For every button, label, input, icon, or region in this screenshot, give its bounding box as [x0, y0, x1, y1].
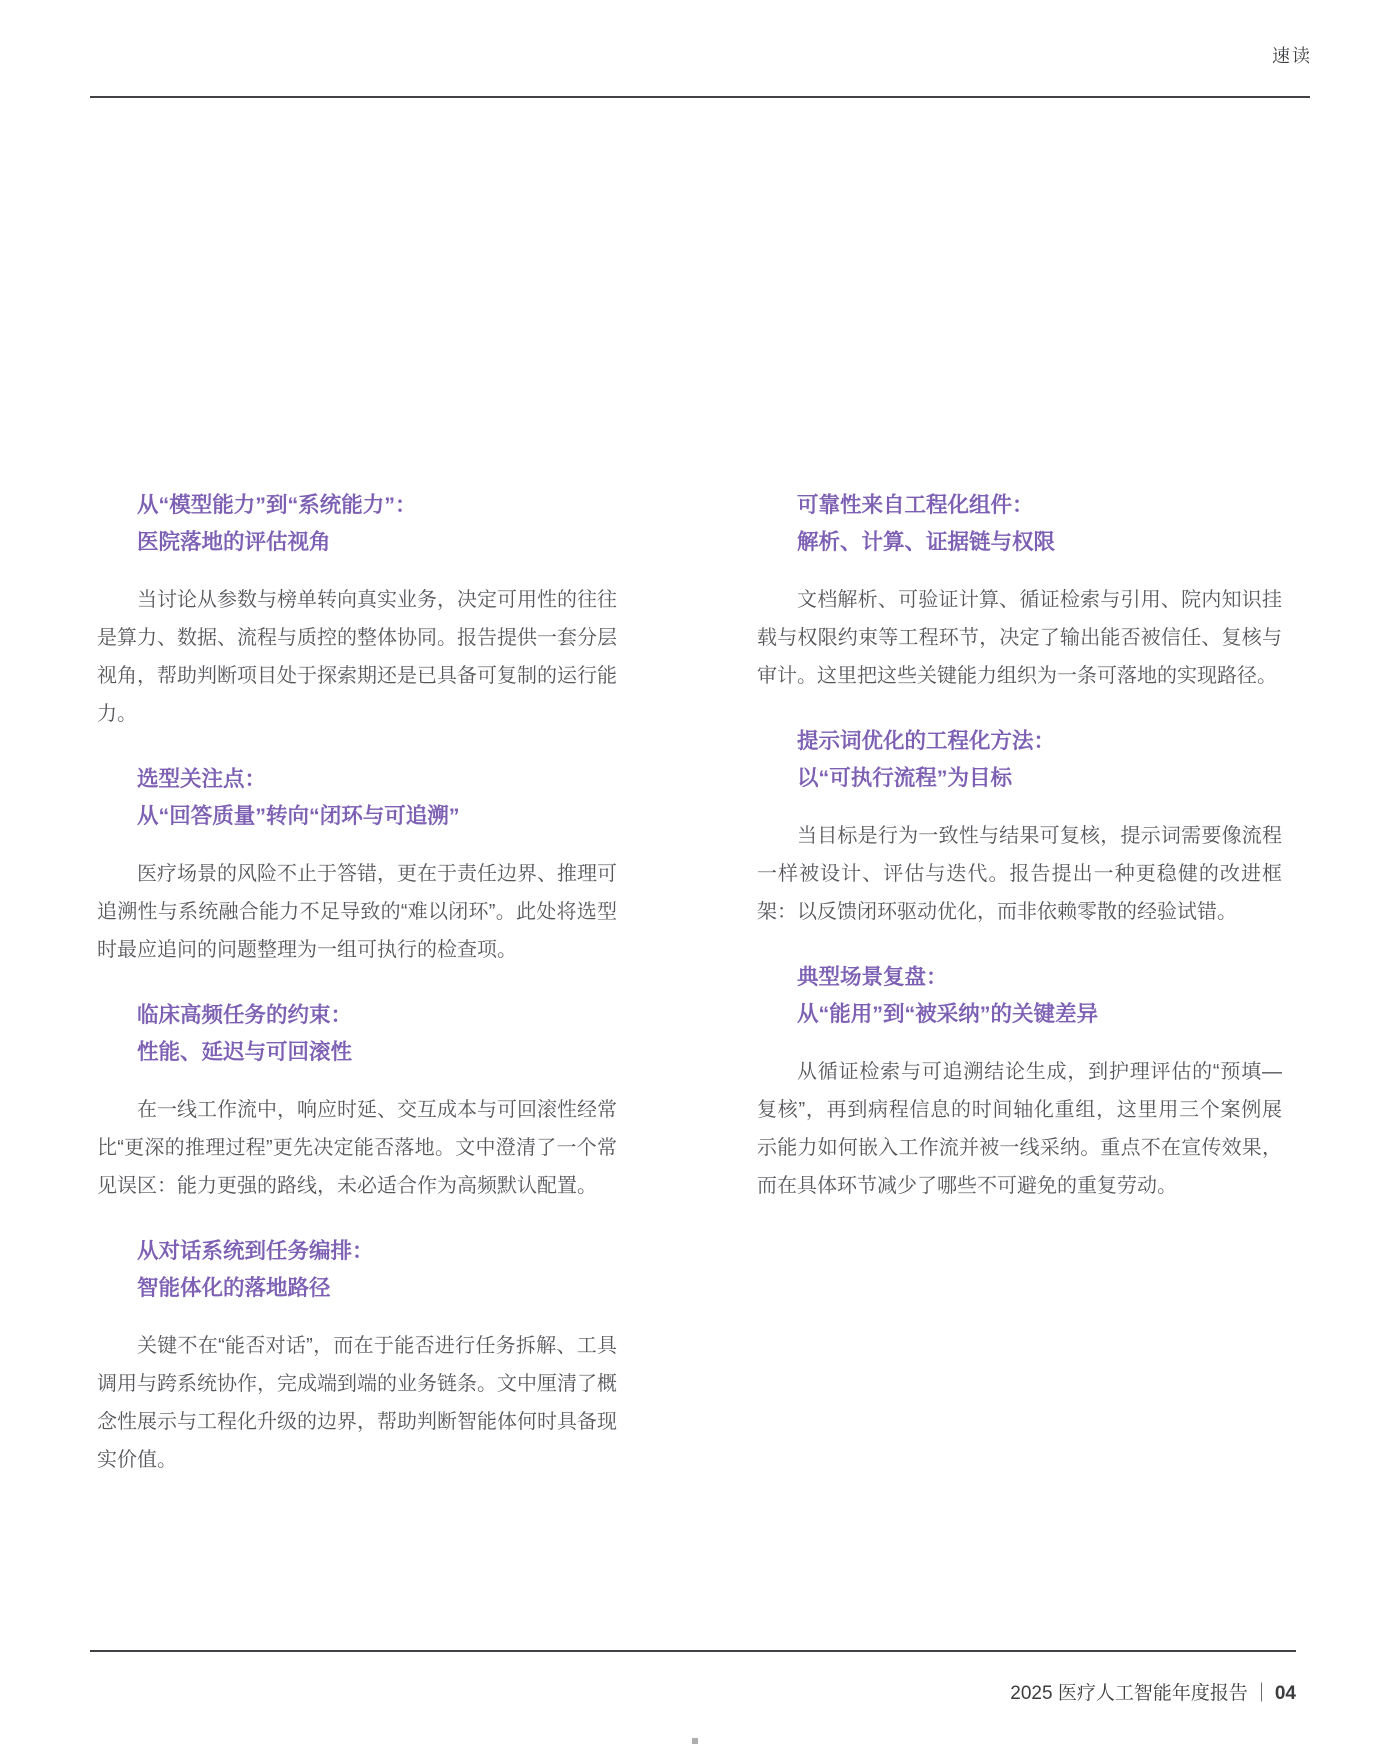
bottom-divider	[90, 1650, 1296, 1652]
section-engineering-components	[757, 487, 1282, 695]
section-prompt-engineering	[757, 723, 1282, 931]
section-selection-focus	[97, 761, 617, 969]
footer-separator: ｜	[1251, 1683, 1271, 1704]
footer-page-number: 04	[1274, 1683, 1296, 1704]
section-heading-line2: 智能体化的落地路径	[137, 1276, 331, 1300]
section-body: 关键不在“能否对话”，而在于能否进行任务拆解、工具调用与跨系统协作，完成端到端的业务链条。文中厘清了概念性展示与工程化升级的边界，帮助判断智能体何时具备现实价值。	[97, 1335, 617, 1471]
section-heading-line2: 医院落地的评估视角	[137, 530, 331, 554]
section-heading-line1: 从对话系统到任务编排：	[137, 1239, 374, 1263]
top-divider	[90, 96, 1310, 98]
content-columns	[97, 487, 1282, 1507]
footer-report-title: 2025 医疗人工智能年度报告	[1010, 1683, 1248, 1704]
section-body: 当目标是行为一致性与结果可复核，提示词需要像流程一样被设计、评估与迭代。报告提出一种更稳健的改进框架：以反馈闭环驱动优化，而非依赖零散的经验试错。	[757, 825, 1282, 923]
section-body: 文档解析、可验证计算、循证检索与引用、院内知识挂载与权限约束等工程环节，决定了输出能否被信任、复核与审计。这里把这些关键能力组织为一条可落地的实现路径。	[757, 589, 1282, 687]
right-column	[757, 487, 1282, 1507]
section-heading-line1: 选型关注点：	[137, 767, 267, 791]
section-heading-line1: 临床高频任务的约束：	[137, 1003, 353, 1027]
section-body: 医疗场景的风险不止于答错，更在于责任边界、推理可追溯性与系统融合能力不足导致的“难以闭环”。此处将选型时最应追问的问题整理为一组可执行的检查项。	[97, 863, 617, 961]
section-heading-line2: 从“回答质量”转向“闭环与可追溯”	[137, 804, 460, 828]
section-body: 在一线工作流中，响应时延、交互成本与可回滚性经常比“更深的推理过程”更先决定能否落地。文中澄清了一个常见误区：能力更强的路线，未必适合作为高频默认配置。	[97, 1099, 617, 1197]
section-heading-line1: 可靠性来自工程化组件：	[797, 493, 1034, 517]
section-heading-line1: 典型场景复盘：	[797, 965, 948, 989]
section-heading-line1: 从“模型能力”到“系统能力”：	[137, 493, 417, 517]
section-heading	[97, 761, 617, 835]
section-heading	[757, 487, 1282, 561]
section-dialog-to-orchestration	[97, 1233, 617, 1479]
section-heading-line2: 以“可执行流程”为目标	[797, 766, 1013, 790]
section-clinical-constraints	[97, 997, 617, 1205]
section-heading-line2: 解析、计算、证据链与权限	[797, 530, 1056, 554]
section-heading	[97, 1233, 617, 1307]
section-heading-line1: 提示词优化的工程化方法：	[797, 729, 1056, 753]
section-heading-line2: 从“能用”到“被采纳”的关键差异	[797, 1002, 1099, 1026]
section-heading-line2: 性能、延迟与可回滚性	[137, 1040, 353, 1064]
section-heading	[97, 487, 617, 561]
section-heading	[757, 959, 1282, 1033]
page-bottom-dot	[692, 1738, 698, 1744]
section-scenario-review	[757, 959, 1282, 1205]
left-column	[97, 487, 617, 1507]
section-body: 从循证检索与可追溯结论生成，到护理评估的“预填—复核”，再到病程信息的时间轴化重组，这里用三个案例展示能力如何嵌入工作流并被一线采纳。重点不在宣传效果，而在具体环节减少了哪些不可避免的重复劳动。	[757, 1061, 1282, 1197]
section-heading	[757, 723, 1282, 797]
section-heading	[97, 997, 617, 1071]
page-corner-label: 速读	[1272, 46, 1312, 66]
section-model-to-system	[97, 487, 617, 733]
page-footer	[1010, 1678, 1296, 1705]
section-body: 当讨论从参数与榜单转向真实业务，决定可用性的往往是算力、数据、流程与质控的整体协同。报告提供一套分层视角，帮助判断项目处于探索期还是已具备可复制的运行能力。	[97, 589, 617, 725]
